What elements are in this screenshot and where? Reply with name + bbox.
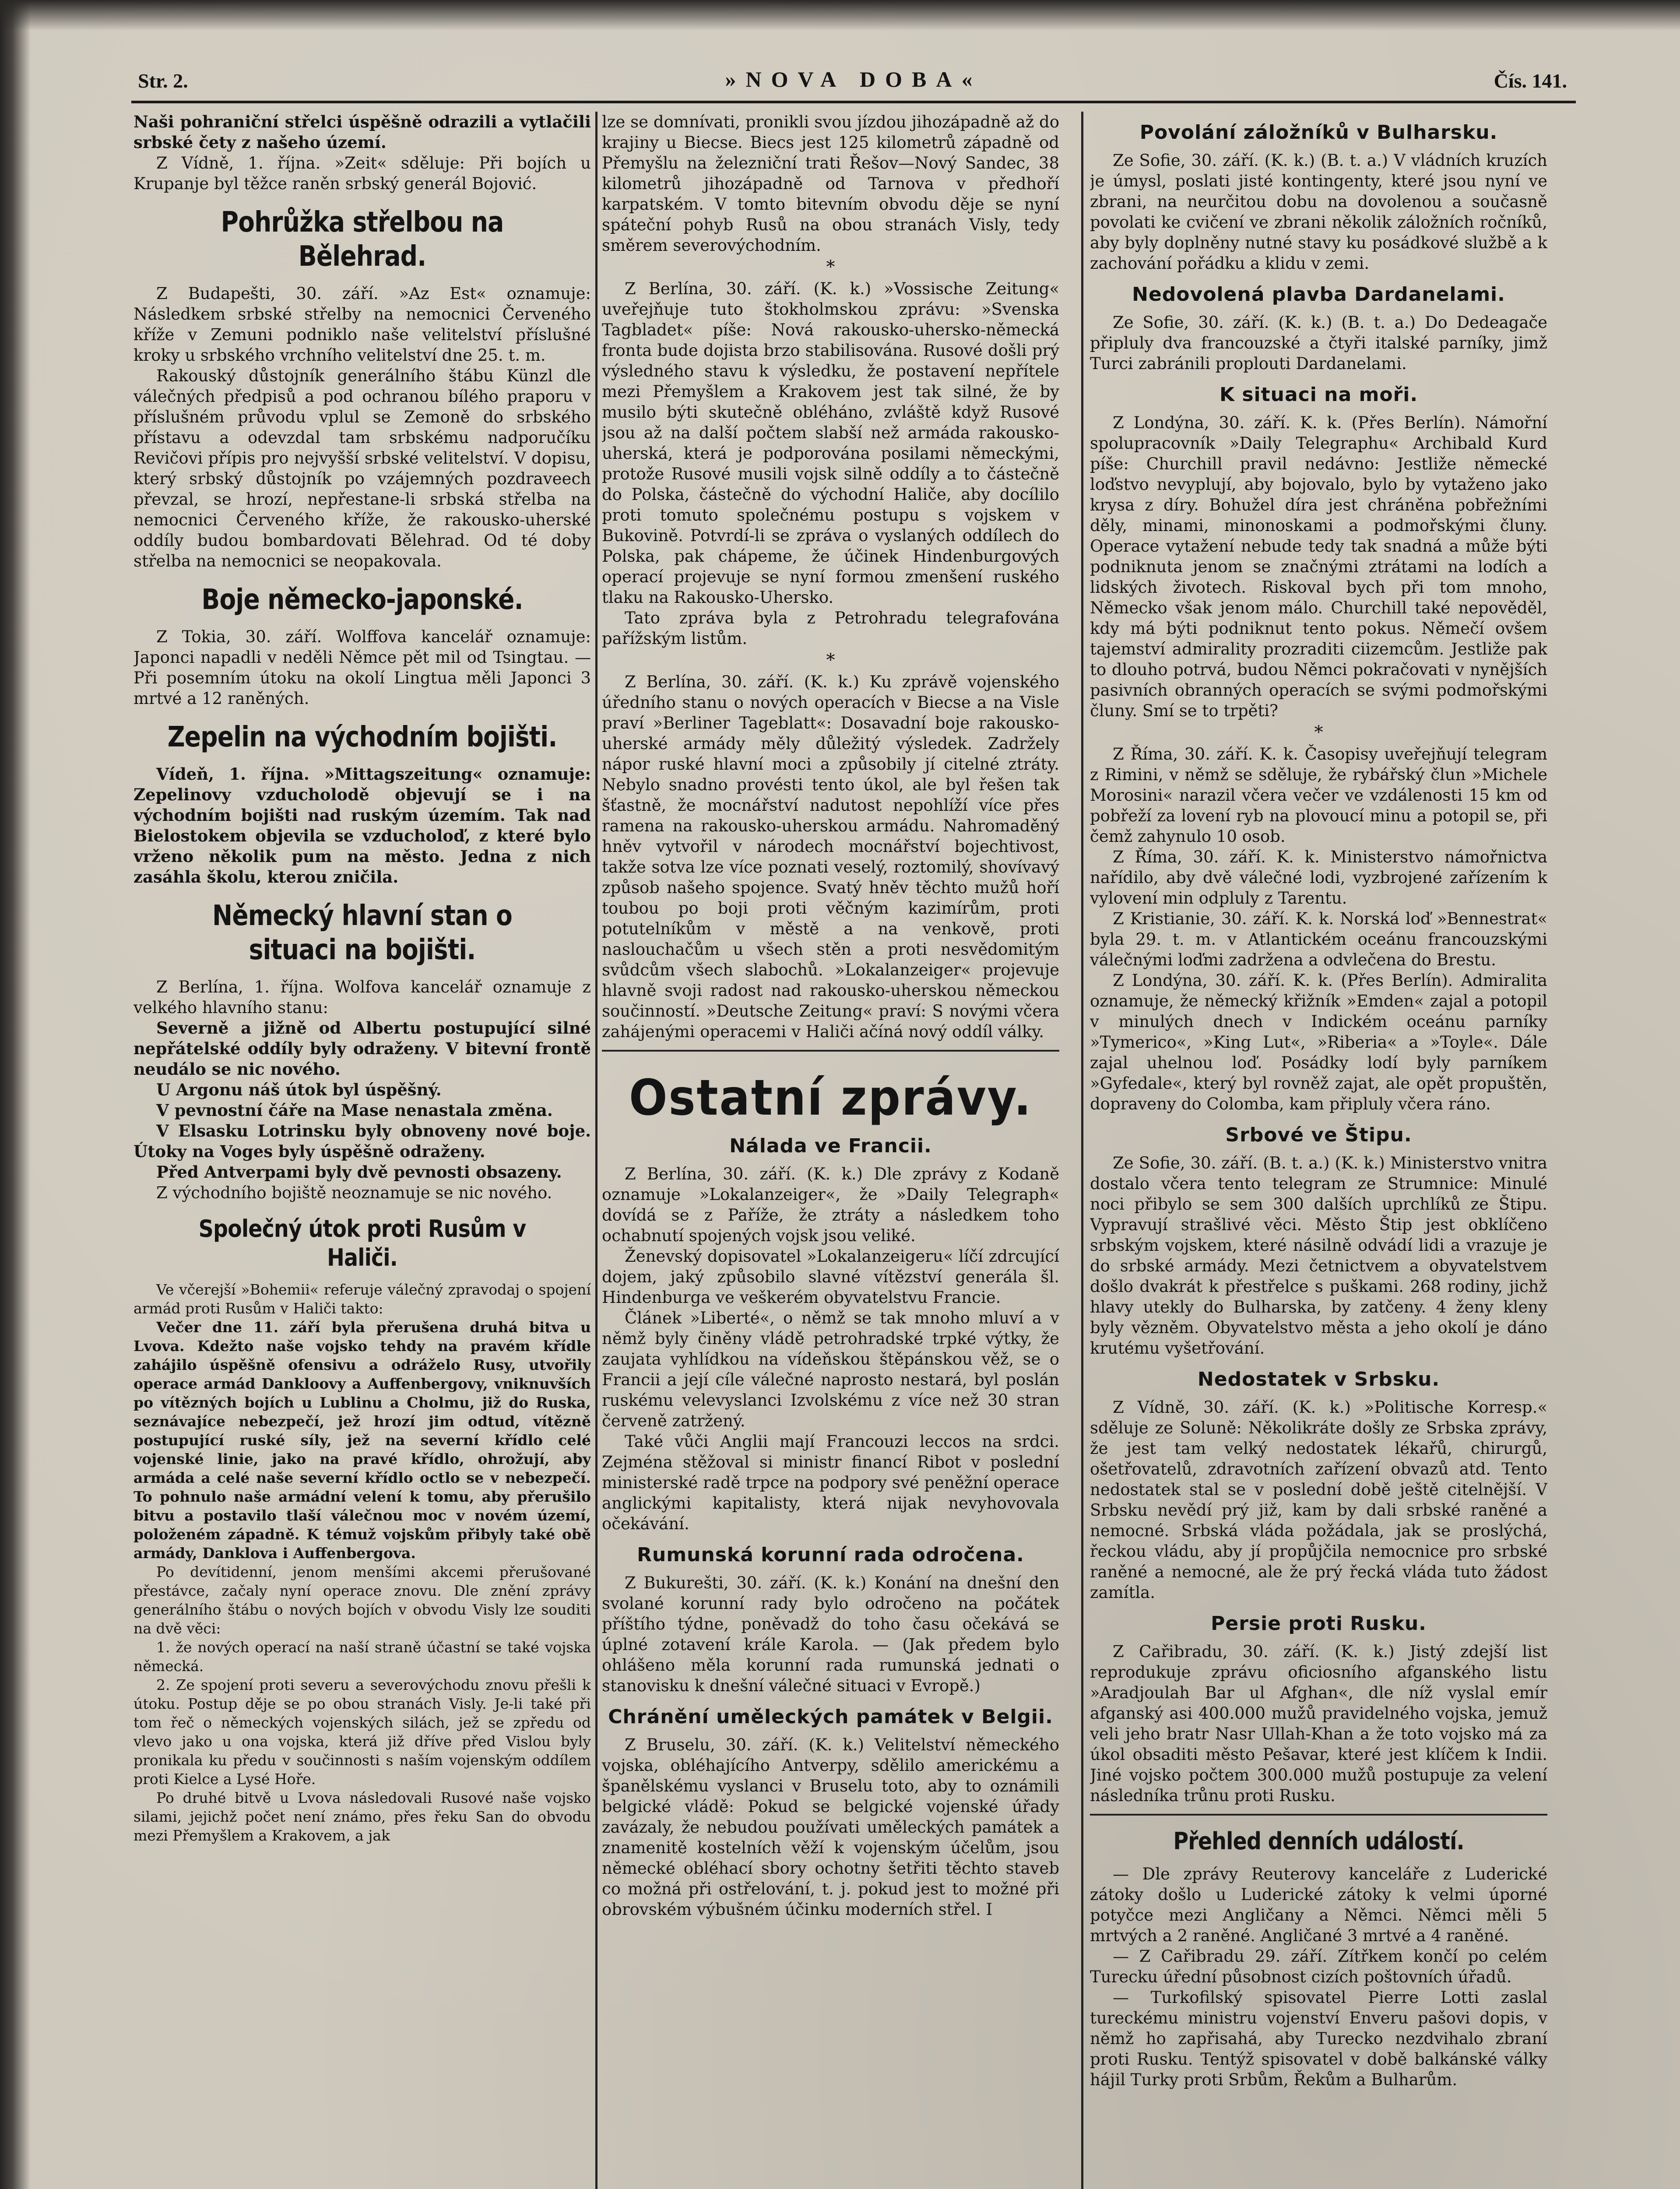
- article-paragraph: Severně a jižně od Albertu postupující silné nepřátelské oddíly byly odraženy. V bitevní frontě neudálo se nic nového.: [134, 1018, 591, 1079]
- headline-prehled: Přehled denních událostí.: [1173, 1827, 1464, 1855]
- article-paragraph: Z Budapešti, 30. září. »Az Est« oznamuje: Následkem srbské střelby na nemocnici Červeného kříže v Zemuni podniklo naše velitelství příslušné kroky u srbského vrchního velitelství dne 25. t. m.: [134, 284, 591, 365]
- article-paragraph: Z Tokia, 30. září. Wolffova kancelář oznamuje: Japonci napadli v neděli Němce pět mil od Tsingtau. — Při posemním útoku na okolí Lingtua měli Japonci 3 mrtvé a 12 raněných.: [134, 627, 591, 708]
- article-paragraph: Z Bruselu, 30. září. (K. k.) Velitelství německého vojska, obléhajícího Antverpy, sdělilo americkému a španělskému vyslanci v Bruselu toto, aby to oznámili belgické vládě: Pokud se belgické vojenské úřady zavázaly, že nebudou používati uměleckých památek a znamenitě kostelních věží k vojenským účelům, jsou německé obléhací sbory ochotny šetřiti těchto staveb co možná při ostřelování, t. j. pokud jest to možné při obrovském výbušném účinku moderních střel. I: [602, 1735, 1059, 1919]
- headline-mori: K situaci na moři.: [1219, 384, 1418, 406]
- headline-povolani: Povolání záložníků v Bulharsku.: [1139, 121, 1498, 144]
- headline-plavba: Nedovolená plavba Dardanelami.: [1132, 283, 1505, 306]
- article-paragraph: Článek »Liberté«, o němž se tak mnoho mluví a v němž byly činěny vládě petrohradské trpké výtky, že zaujata vyhlídkou na vídeňskou štěpánskou věž, se o Francii a její cíle válečné naprosto nestará, byl poslán ruskému velevyslanci Izvolskému z více než 30 stran červeně zatržený.: [602, 1309, 1059, 1430]
- article-paragraph: Z Londýna, 30. září. K. k. (Přes Berlín). Admiralita oznamuje, že německý křižník »Emden« zajal a potopil v minulých dnech v Indickém oceánu parníky »Tymerico«, »King Lut«, »Riberia« a »Toyle«. Dále zajal uhelnou loď. Posádky lodí byly parníkem »Gyfedale«, který byl rovněž zajat, ale opět propuštěn, dopraveny do Colomba, kam připluly včera ráno.: [1090, 971, 1547, 1113]
- headline-belgie: Chránění uměleckých památek v Belgii.: [608, 1706, 1053, 1728]
- masthead: »NOVA DOBA«: [725, 67, 982, 92]
- article-paragraph: Ze Sofie, 30. září. (K. k.) (B. t. a.) V vládních kruzích je úmysl, poslati jisté kontingenty, které jsou nyní ve zbrani, na neurčitou dobu na dovolenou a současně povolati ke cvičení ve zbrani několik záložních ročníků, aby byly doplněny nutné stavy ku posádkové službě a k zachování pořádku a klidu v zemi.: [1090, 151, 1547, 273]
- column-1: [134, 112, 591, 2189]
- article-paragraph: Z Berlína, 30. září. (K. k.) Dle zprávy z Kodaně oznamuje »Lokalanzeiger«, že »Daily Telegraph« dovídá se z Paříže, že ztráty a následkem toho ochabnutí spojených vojsk jsou veliké.: [602, 1165, 1059, 1245]
- separator-star: *: [1314, 722, 1323, 743]
- section-divider: [602, 1050, 1059, 1052]
- headline-rumunsko: Rumunská korunní rada odročena.: [637, 1544, 1024, 1566]
- headline-nalada: Nálada ve Francii.: [729, 1135, 932, 1157]
- separator-star: *: [826, 257, 835, 277]
- page-header: [131, 61, 1576, 103]
- article-paragraph: Z Berlína, 1. října. Wolfova kancelář oznamuje z velkého hlavního stanu:: [134, 978, 591, 1017]
- article-paragraph: — Dle zprávy Reuterovy kanceláře z Luderické zátoky došlo u Luderické zátoky k velmi úporné potyčce mezi Angličany a Němci. Němci měli 5 mrtvých a 2 raněné. Angličané 3 mrtvé a 4 raněné.: [1090, 1865, 1547, 1945]
- article-paragraph: Naši pohraniční střelci úspěšně odrazili a vytlačili srbské čety z našeho území.: [134, 112, 591, 152]
- article-paragraph: — Turkofilský spisovatel Pierre Lotti zaslal tureckému ministru vojenství Enveru pašovi dopis, v němž ho zapřisahá, aby Turecko nezdvihalo zbraní proti Rusku. Tentýž spisovatel v době balkánské války hájil Turky proti Srbům, Řekům a Bulharům.: [1090, 1988, 1547, 2089]
- article-paragraph: Z Říma, 30. září. K. k. Ministerstvo námořnictva nařídilo, aby dvě válečné lodi, vyzbrojené zařízením k vylovení min odpluly z Tarentu.: [1090, 848, 1547, 908]
- article-paragraph: Z Londýna, 30. září. K. k. (Přes Berlín). Námořní spolupracovník »Daily Telegraphu« Archibald Kurd píše: Churchill pravil nedávno: Jestliže německé loďstvo nevyplují, aby bojovalo, bylo by vytaženo jako krysa z díry. Bohužel díra jest chráněna pobřežními děly, minami, minonoskami a podmořskými čluny. Operace vytažení nebude tedy tak snadná a může býti podniknuta jenom se značnými ztrátami na lodích a lidských životech. Riskoval bych při tom mnoho, Německo však jenom málo. Churchill také nepověděl, kdy má býti podniknut tento pokus. Němečí ovšem tajemství admirality prozraditi ciizemcům. Jestliže pak to dlouho potrvá, budou Němci pokračovati v nynějších pasivních obranných operacích se svými podmořskými čluny. Smí se to trpěti?: [1090, 413, 1547, 720]
- article-paragraph: Také vůči Anglii mají Francouzi leccos na srdci. Zejména stěžoval si ministr financí Ribot v poslední ministerské radě trpce na podpory své peněžní operace anglickými kapitalisty, která nijak nevyhovovala očekávání.: [602, 1432, 1059, 1533]
- article-paragraph: Ženevský dopisovatel »Lokalanzeigeru« líčí zdrcující dojem, jaký způsobilo slavné vítězství generála šl. Hindenburga ve veškerém obyvatelstvu Francie.: [602, 1247, 1059, 1307]
- article-paragraph: Ze Sofie, 30. září. (B. t. a.) (K. k.) Ministerstvo vnitra dostalo včera tento telegram ze Strumnice: Minulé noci přibylo se sem 300 dalších uprchlíků ze Štipu. Vypravují strašlivé věci. Město Štip jest obklíčeno srbským vojskem, které násilně odvádí lidi a vrazuje je do srbské armády. Mezi četnictvem a obyvatelstvem došlo dvakrát k přestřelce s puškami. 268 rodiny, jichž hlavy utekly do Bulharska, by zatčeny. 4 ženy kleny byly vězněm. Obyvatelstvo města a jeho okolí je dáno krutému vyšetřování.: [1090, 1154, 1547, 1358]
- article-paragraph: Večer dne 11. září byla přerušena druhá bitva u Lvova. Kdežto naše vojsko tehdy na pravém křídle zahájilo úspěšně ofensivu a odráželo Rusy, utvořily operace armád Dankloovy a Auffenbergovy, vniknuvších po vítězných bojích u Lublinu a Cholmu, již do Ruska, seznávajíce nebezpečí, jež hrozí jim odtud, vítězně postupující ruské síly, jež na severní křídlo celé vojenské linie, jako na pravé křídlo, ohrožují, aby armáda a celé naše severní křídlo octlo se v nebezpečí. To pohnulo naše armádní velení k tomu, aby přerušilo bitvu a postavilo tlaší válečnou moc v novém území, položeném západně. K témuž vojskům přibyly také obě armády, Danklova i Auffenbergova.: [134, 1319, 591, 1562]
- page-number: Str. 2.: [138, 70, 188, 92]
- column-3: [1090, 112, 1547, 2189]
- scan-top-shadow: [0, 0, 1680, 31]
- article-paragraph: Z Vídně, 30. září. (K. k.) »Politische Korresp.« sděluje ze Soluně: Několikráte došly ze Srbska zprávy, že jest tam velký nedostatek lékařů, chirurgů, ošetřovatelů, zdravotních zařízení obvazů atd. Tento nedostatek stal se v poslední době ještě citelnější. V Srbsku nevědí prý již, kam by dali srbské raněné a nemocné. Srbská vláda požádala, jak se proslýchá, řeckou vládu, aby jí propůjčila nemocnice pro srbské raněné a nemocné, ale že prý řecká vláda tuto žádost zamítla.: [1090, 1398, 1547, 1602]
- article-paragraph: Z Vídně, 1. října. »Zeit« sděluje: Při bojích u Krupanje byl těžce raněn srbský generál Bojović.: [134, 154, 591, 193]
- article-paragraph: Z Berlína, 30. září. (K. k.) »Vossische Zeitung« uveřejňuje tuto štokholmskou zprávu: »Svenska Tagbladet« píše: Nová rakousko-uhersko-německá fronta bude dojista brzo stabilisována. Rusové došli prý výsledného stavu k výsledku, že postavení nepřítele mezi Přemyšlem a Krakovem jest tak silné, že by musilo býti skutečně obléháno, zvláště když Rusové jsou až na další počtem slabší než armáda rakousko-uherská, která je podporována posilami německými, protože Rusové musili vojsk silně oddíly a to částečně do Polska, částečně do východní Haliče, aby docílilo proti tomuto společnému postupu s vojskem v Bukovině. Potvrdí-li se zpráva o vyslaných oddílech do Polska, pak chápeme, že účinek Hindenburgových operací projevuje se nyní formou zmenšení ruského tlaku na Rakousko-Uhersko.: [602, 279, 1059, 607]
- column-rule-2: [1081, 112, 1083, 2189]
- column-rule-1: [595, 112, 597, 2189]
- headline-halic: Společný útok proti Rusům v Haliči.: [198, 1215, 526, 1271]
- article-paragraph: Ze Sofie, 30. září. (K. k.) (B. t. a.) Do Dedeagače připluly dva francouzské a čtyři italské parníky, jimž Turci zabránili proplouti Dardanelami.: [1090, 313, 1547, 373]
- headline-japon: Boje německo-japonské.: [201, 584, 523, 616]
- section-title-ostatni-zpravy: Ostatní zprávy.: [629, 1070, 1033, 1126]
- article-paragraph: Po devítidenní, jenom menšími akcemi přerušované přestávce, začaly nyní operace znovu. Dle znění zprávy generálního štábu o nových bojích v obvodu Visly lze souditi na dvě věci:: [134, 1563, 591, 1637]
- headline-stip: Srbové ve Štipu.: [1225, 1124, 1412, 1146]
- article-paragraph: Ve včerejší »Bohemii« referuje válečný zpravodaj o spojení armád proti Rusům v Haliči takto:: [134, 1281, 591, 1317]
- headline-zepelin: Zepelin na východním bojišti.: [167, 721, 557, 753]
- article-paragraph: Po druhé bitvě u Lvova následovali Rusové naše vojsko silami, jejichž počet není známo, přes řeku San do obvodu mezi Přemyšlem a Krakovem, a jak: [134, 1789, 591, 1844]
- article-paragraph: Před Antverpami byly dvě pevnosti obsazeny.: [156, 1162, 562, 1182]
- issue-number: Čís. 141.: [1494, 70, 1567, 92]
- article-paragraph: Z Cařibradu, 30. září. (K. k.) Jistý zdejší list reprodukuje zprávu oficiosního afganského listu »Aradjoulah Bar ul Afghan«, dle níž vyslal emír afganský asi 400.000 mužů pravidelného vojska, jemuž veli jeho bratr Nasr Ullah-Khan a že toto vojsko má za úkol obsaditi město Pešavar, které jest klíčem k Indii. Jiné vojsko počtem 300.000 mužů postupuje za velení následníka trůnu proti Rusku.: [1090, 1642, 1547, 1805]
- article-paragraph: Rakouský důstojník generálního štábu Künzl dle válečných předpisů a pod ochranou bílého praporu v příslušném průvodu vplul se Zemoně do srbského přístavu a odevzdal tam srbskému nadporučíku Revičovi přípis pro nejvyšší srbské velitelství. V dopisu, který srbský důstojník po vzájemných pozdraveech převzal, se hrozí, nepřestane-li srbská střelba na nemocnici Červeného kříže, že rakousko-uherské oddíly budou bombardovati Bělehrad. Od té doby střelba na nemocnici se neopakovala.: [134, 366, 591, 570]
- article-paragraph: U Argonu náš útok byl úspěšný.: [156, 1080, 442, 1099]
- headline-hlavni-stan: Německý hlavní stan o situaci na bojišti.: [212, 900, 512, 966]
- headline-belehrad: Pohrůžka střelbou na Bělehrad.: [221, 206, 504, 273]
- article-paragraph: Vídeň, 1. října. »Mittagszeitung« oznamuje: Zepelinovy vzducholodě objevují se i na východním bojišti nad ruským územím. Tak nad Bielostokem objevila se vzducholoď, z které bylo vrženo několik pum na město. Jedna z nich zasáhla školu, kterou zničila.: [134, 764, 591, 887]
- scan-edge-shadow: [0, 0, 31, 2189]
- article-paragraph: Z východního bojiště neoznamuje se nic nového.: [156, 1183, 552, 1202]
- section-divider: [1090, 1814, 1547, 1816]
- headline-persie: Persie proti Rusku.: [1211, 1612, 1427, 1635]
- article-paragraph: — Z Cařibradu 29. září. Zítřkem končí po celém Turecku úřední působnost cizích poštovních úřadů.: [1090, 1947, 1547, 1986]
- article-paragraph: V pevnostní čáře na Mase nenastala změna.: [156, 1101, 553, 1120]
- article-paragraph: 1. že nových operací na naší straně účastní se také vojska německá.: [134, 1639, 591, 1675]
- column-2: [602, 112, 1059, 2189]
- article-paragraph: V Elsasku Lotrinsku byly obnoveny nové boje. Útoky na Voges byly úspěšně odraženy.: [134, 1121, 591, 1161]
- article-paragraph: Z Bukurešti, 30. září. (K. k.) Konání na dnešní den svolané korunní rady bylo odročeno na počátek příštího týdne, poněvadž do toho času očekává se úplné zotavení krále Karola. — (Jak předem bylo ohlášeno měla korunní rada rumunská jednati o stanovisku k dnešní válečné situaci v Evropě.): [602, 1573, 1059, 1695]
- separator-star: *: [826, 650, 835, 670]
- article-paragraph: Tato zpráva byla z Petrohradu telegrafována pařížským listům.: [602, 609, 1059, 648]
- article-paragraph: Z Říma, 30. září. K. k. Časopisy uveřejňují telegram z Rimini, v němž se sděluje, že rybářský člun »Michele Morosini« narazil včera večer ve vzdálenosti 15 km od pobřeží za lovení ryb na plovoucí minu a potopil se, při čemž zahynulo 10 osob.: [1090, 745, 1547, 846]
- article-paragraph: Z Kristianie, 30. září. K. k. Norská loď »Bennestrat« byla 29. t. m. v Atlantickém oceánu francouzskými válečnými loďmi zadržena a odvlečena do Brestu.: [1090, 909, 1547, 969]
- article-paragraph: Z Berlína, 30. září. (K. k.) Ku zprávě vojenského úředního stanu o nových operacích v Biecse a na Visle praví »Berliner Tageblatt«: Dosavadní boje rakousko-uherské armády měly důležitý výsledek. Zadržely nápor ruské hlavní moci a způsobily jí citelné ztráty. Nebylo snadno provésti tento úkol, ale byl řešen tak šťastně, že mocnářství nadutost nepohlíží více přes ramena na rakousko-uherskou armádu. Nahromaděný hněv vytvořil v národech mocnářství bojechtivost, takže sotva lze více poznati veselý, roztomilý, shovívavý způsob našeho spojence. Svatý hněv těchto mužů hoří toubou po boji proti věčným kazimírům, proti potutelníkům v městě a na venkově, proti naslouchačům u všech stěn a proti nesvědomitým svůdcům všech slabochů. »Lokalanzeiger« projevuje hlavně svoji radost nad rakousko-uherskou německou součinností. »Deutsche Zeitung« praví: S novými včera zahájenými operacemi v Haliči ačíná nový oddíl války.: [602, 672, 1059, 1041]
- headline-srbsko: Nedostatek v Srbsku.: [1197, 1368, 1440, 1390]
- article-paragraph: lze se domnívati, pronikli svou jízdou jihozápadně až do krajiny u Biecse. Biecs jest 125 kilometrů západně od Přemyšlu na železniční trati Řešov—Nový Sandec, 38 kilometrů jihozápadně od Tarnova v předhoří karpatském. V tomto bitevním obvodu děje se nyní spáteční pohyb Rusů na obou stranách Visly, tedy směrem severovýchodním.: [602, 113, 1059, 255]
- article-paragraph: 2. Ze spojení proti severu a severovýchodu znovu přešli k útoku. Postup děje se po obou stranách Visly. Je-li také při tom řeč o německých vojenských silách, jež se zpředu od vlevo jako u ona vojska, která již dříve před Vislou byly pronikala ku předu v součinnosti s naším vojenským oddílem proti Kielce a Lysé Hoře.: [134, 1676, 591, 1788]
